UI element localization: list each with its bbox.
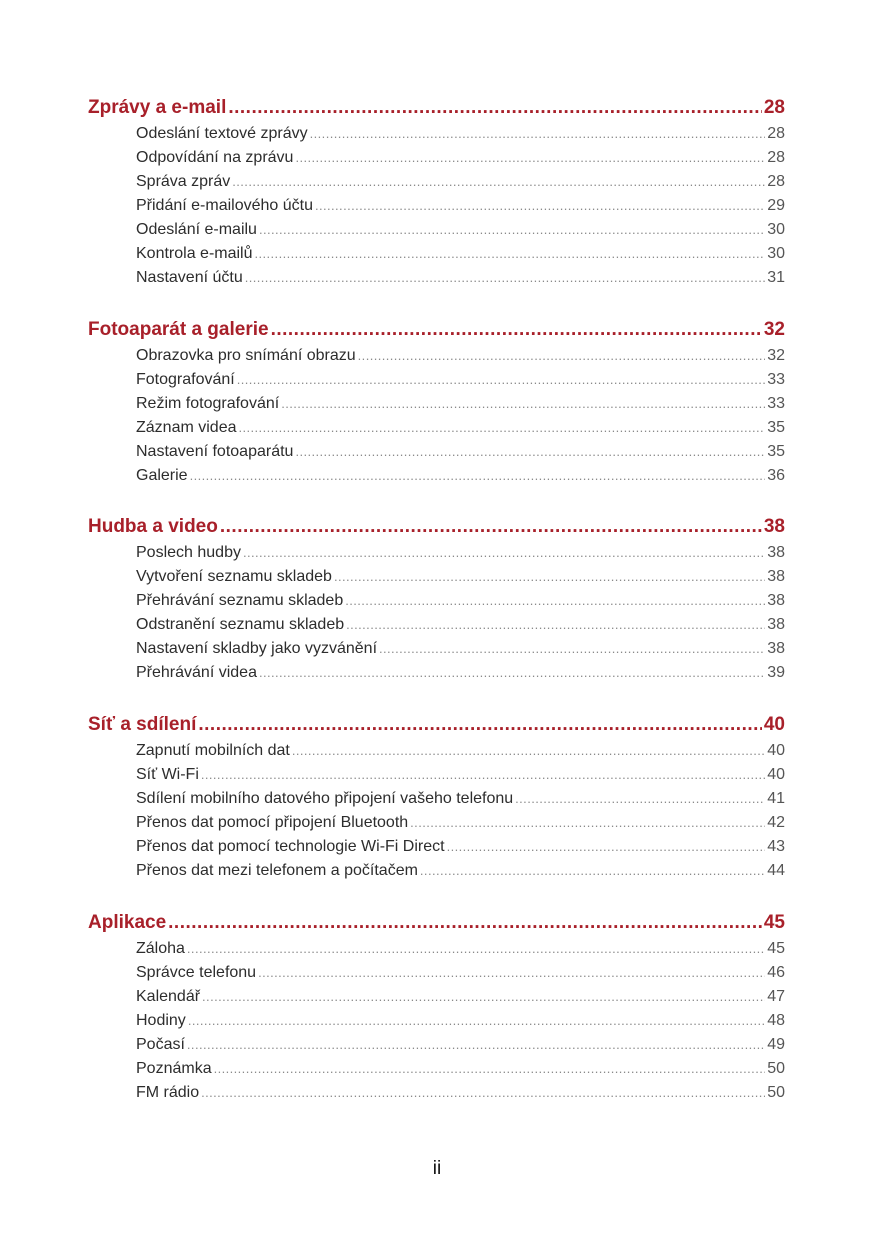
entry-title: Obrazovka pro snímání obrazu: [136, 347, 356, 364]
toc-section: [88, 714, 785, 886]
entry-page: 29: [767, 197, 785, 214]
entry-title: Kontrola e-mailů: [136, 245, 253, 262]
chapter-title: Fotoaparát a galerie: [88, 319, 269, 340]
entry-title: Hodiny: [136, 1012, 186, 1029]
toc-entry[interactable]: [136, 1084, 785, 1108]
entry-page: 32: [767, 347, 785, 364]
entry-page: 42: [767, 814, 785, 831]
toc-entry[interactable]: [136, 790, 785, 814]
entry-page: 49: [767, 1036, 785, 1053]
entry-page: 46: [767, 964, 785, 981]
entry-title: Galerie: [136, 467, 188, 484]
toc-section: [88, 319, 785, 491]
entry-page: 35: [767, 419, 785, 436]
entry-title: Fotografování: [136, 371, 235, 388]
toc-entry[interactable]: [136, 1012, 785, 1036]
toc-entry[interactable]: [136, 1036, 785, 1060]
entry-title: Počasí: [136, 1036, 185, 1053]
entry-title: Odpovídání na zprávu: [136, 149, 294, 166]
entry-title: Nastavení fotoaparátu: [136, 443, 294, 460]
entry-title: Vytvoření seznamu skladeb: [136, 568, 332, 585]
entry-page: 40: [767, 742, 785, 759]
toc-entry[interactable]: [136, 221, 785, 245]
entry-title: Odeslání textové zprávy: [136, 125, 308, 142]
entry-page: 28: [767, 149, 785, 166]
entry-page: 38: [767, 592, 785, 609]
entry-page: 50: [767, 1084, 785, 1101]
toc-entry[interactable]: [136, 149, 785, 173]
entry-page: 41: [767, 790, 785, 807]
entry-page: 39: [767, 664, 785, 681]
chapter-entry[interactable]: [88, 97, 785, 123]
toc-section: [88, 912, 785, 1108]
toc-entry[interactable]: [136, 245, 785, 269]
entry-title: Režim fotografování: [136, 395, 280, 412]
entry-page: 50: [767, 1060, 785, 1077]
toc-entry[interactable]: [136, 467, 785, 491]
entry-title: Záznam videa: [136, 419, 237, 436]
entry-page: 47: [767, 988, 785, 1005]
entry-title: Sdílení mobilního datového připojení vašeho telefonu: [136, 790, 514, 807]
entry-page: 48: [767, 1012, 785, 1029]
chapter-title: Aplikace: [88, 912, 167, 933]
toc-entry[interactable]: [136, 125, 785, 149]
entry-page: 38: [767, 640, 785, 657]
chapter-page: 45: [763, 912, 785, 933]
toc-entry[interactable]: [136, 544, 785, 568]
entry-page: 43: [767, 838, 785, 855]
entry-title: Poznámka: [136, 1060, 212, 1077]
entry-title: Správce telefonu: [136, 964, 257, 981]
entry-title: Přenos dat pomocí technologie Wi-Fi Direct: [136, 838, 445, 855]
chapter-entry[interactable]: [88, 516, 785, 542]
entry-page: 33: [767, 371, 785, 388]
chapter-page: 40: [763, 714, 785, 735]
entry-title: Přenos dat pomocí připojení Bluetooth: [136, 814, 409, 831]
toc-section: [88, 97, 785, 293]
toc-entry[interactable]: [136, 814, 785, 838]
entry-page: 33: [767, 395, 785, 412]
toc-entry[interactable]: [136, 766, 785, 790]
chapter-title: Hudba a video: [88, 516, 218, 537]
chapter-page: 38: [763, 516, 785, 537]
entry-page: 28: [767, 125, 785, 142]
entry-page: 30: [767, 221, 785, 238]
entry-title: Přehrávání videa: [136, 664, 257, 681]
entry-page: 38: [767, 544, 785, 561]
entry-page: 30: [767, 245, 785, 262]
toc-entry[interactable]: [136, 964, 785, 988]
chapter-title: Zprávy a e-mail: [88, 97, 227, 118]
entry-title: Odeslání e-mailu: [136, 221, 257, 238]
toc-entry[interactable]: [136, 568, 785, 592]
toc-entry[interactable]: [136, 664, 785, 688]
entry-page: 36: [767, 467, 785, 484]
entry-title: Kalendář: [136, 988, 201, 1005]
entry-title: Síť Wi-Fi: [136, 766, 199, 783]
toc-entry[interactable]: [136, 616, 785, 640]
toc-entry[interactable]: [136, 838, 785, 862]
chapter-title: Síť a sdílení: [88, 714, 197, 735]
toc-entry[interactable]: [136, 988, 785, 1012]
toc-entry[interactable]: [136, 862, 785, 886]
chapter-entry[interactable]: [88, 912, 785, 938]
entry-title: Přehrávání seznamu skladeb: [136, 592, 344, 609]
toc-entry[interactable]: [136, 940, 785, 964]
entry-title: Záloha: [136, 940, 185, 957]
entry-page: 35: [767, 443, 785, 460]
chapter-entry[interactable]: [88, 714, 785, 740]
entry-title: FM rádio: [136, 1084, 200, 1101]
entry-page: 28: [767, 173, 785, 190]
entry-title: Přenos dat mezi telefonem a počítačem: [136, 862, 418, 879]
toc-entry[interactable]: [136, 419, 785, 443]
entry-title: Odstranění seznamu skladeb: [136, 616, 345, 633]
toc-entry[interactable]: [136, 443, 785, 467]
entry-page: 38: [767, 616, 785, 633]
chapter-entry[interactable]: [88, 319, 785, 345]
chapter-page: 28: [763, 97, 785, 118]
toc-entry[interactable]: [136, 173, 785, 197]
toc-entry[interactable]: [136, 347, 785, 371]
toc-entry[interactable]: [136, 269, 785, 293]
entry-title: Nastavení skladby jako vyzvánění: [136, 640, 378, 657]
chapter-page: 32: [763, 319, 785, 340]
entry-page: 40: [767, 766, 785, 783]
page-number: ii: [432, 1158, 442, 1179]
entry-title: Přidání e-mailového účtu: [136, 197, 313, 214]
entry-page: 45: [767, 940, 785, 957]
entry-page: 31: [767, 269, 785, 286]
toc-entry[interactable]: [136, 742, 785, 766]
entry-title: Nastavení účtu: [136, 269, 243, 286]
toc-entry[interactable]: [136, 1060, 785, 1084]
entry-title: Zapnutí mobilních dat: [136, 742, 290, 759]
toc-section: [88, 516, 785, 688]
entry-page: 44: [767, 862, 785, 879]
toc-entry[interactable]: [136, 592, 785, 616]
toc-entry[interactable]: [136, 640, 785, 664]
toc-entry[interactable]: [136, 371, 785, 395]
toc-entry[interactable]: [136, 197, 785, 221]
entry-page: 38: [767, 568, 785, 585]
toc-entry[interactable]: [136, 395, 785, 419]
entry-title: Správa zpráv: [136, 173, 231, 190]
entry-title: Poslech hudby: [136, 544, 241, 561]
